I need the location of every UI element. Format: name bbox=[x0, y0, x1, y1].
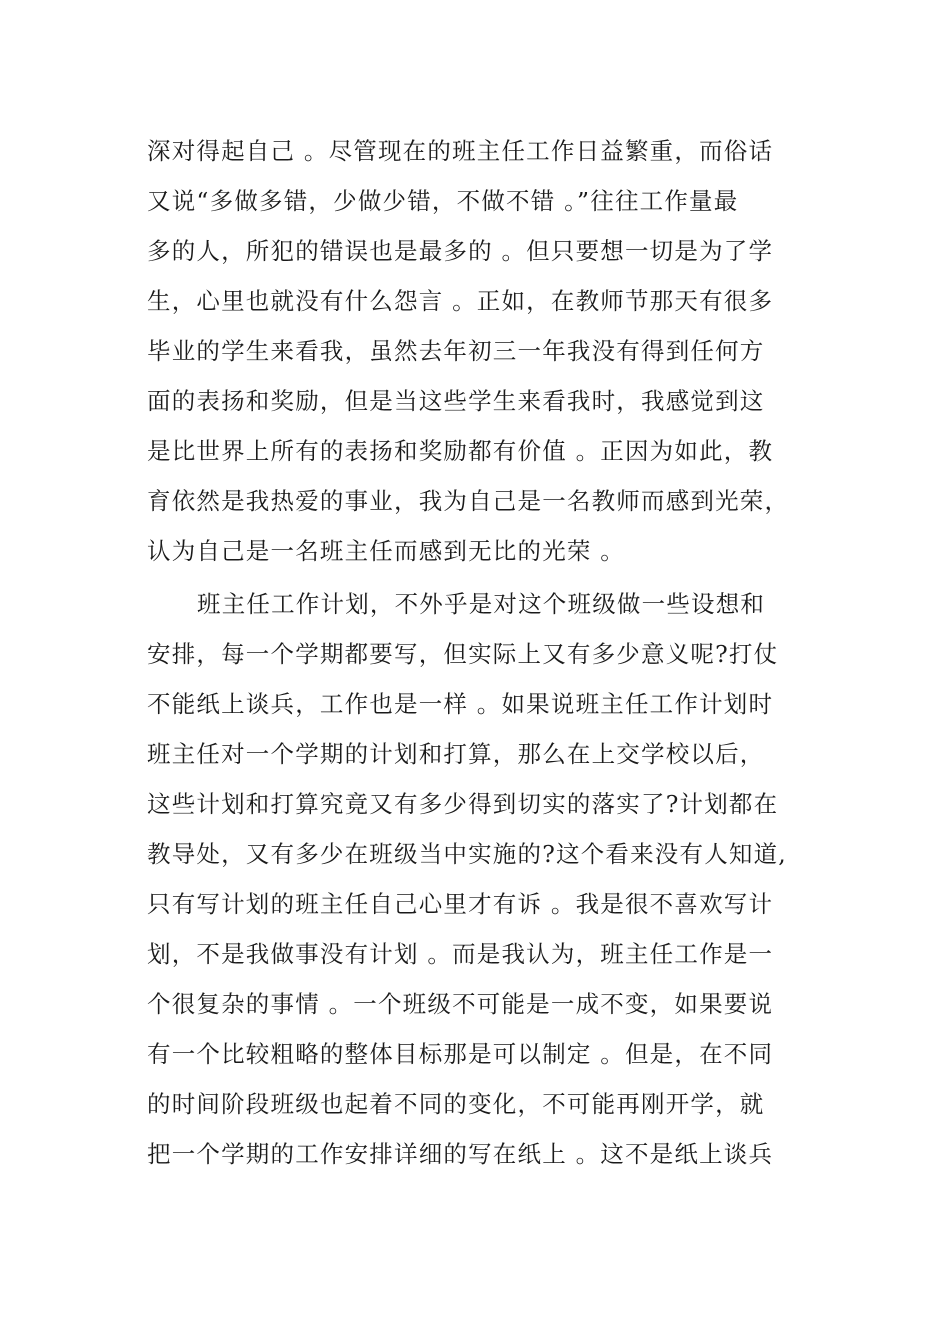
text-line: 生，心里也就没有什么怨言 。正如，在教师节那天有很多 bbox=[147, 287, 774, 315]
text-line: 个很复杂的事情 。一个班级不可能是一成不变，如果要说 bbox=[147, 990, 774, 1018]
text-line: 安排，每一个学期都要写，但实际上又有多少意义呢?打仗 bbox=[147, 640, 779, 668]
text-line: 育依然是我热爱的事业，我为自己是一名教师而感到光荣， bbox=[147, 487, 790, 515]
text-line: 这些计划和打算究竟又有多少得到切实的落实了?计划都在 bbox=[147, 790, 779, 818]
text-line: 的时间阶段班级也起着不同的变化，不可能再刚开学，就 bbox=[147, 1090, 765, 1118]
text-line: 划，不是我做事没有计划 。而是我认为，班主任工作是一 bbox=[147, 940, 774, 968]
text-line: 面的表扬和奖励，但是当这些学生来看我时，我感觉到这 bbox=[147, 387, 765, 415]
text-line: 班主任对一个学期的计划和打算，那么在上交学校以后， bbox=[147, 740, 765, 768]
text-line: 把一个学期的工作安排详细的写在纸上 。这不是纸上谈兵 bbox=[147, 1140, 774, 1168]
text-line: 多的人，所犯的错误也是最多的 。但只要想一切是为了学 bbox=[147, 237, 774, 265]
text-line: 深对得起自己 。尽管现在的班主任工作日益繁重，而俗话 bbox=[147, 137, 774, 165]
text-line: 不能纸上谈兵，工作也是一样 。如果说班主任工作计划时 bbox=[147, 690, 774, 718]
text-line: 毕业的学生来看我，虽然去年初三一年我没有得到任何方 bbox=[147, 337, 765, 365]
text-line: 有一个比较粗略的整体目标那是可以制定 。但是，在不同 bbox=[147, 1040, 774, 1068]
text-line: 是比世界上所有的表扬和奖励都有价值 。正因为如此，教 bbox=[147, 437, 774, 465]
text-line: 又说“多做多错，少做少错，不做不错 。”往往工作量最 bbox=[147, 187, 739, 215]
text-line: 只有写计划的班主任自己心里才有诉 。我是很不喜欢写计 bbox=[147, 890, 774, 918]
text-line: 认为自己是一名班主任而感到无比的光荣 。 bbox=[147, 537, 625, 565]
text-line: 教导处，又有多少在班级当中实施的?这个看来没有人知道, bbox=[147, 840, 787, 868]
text-line: 班主任工作计划，不外乎是对这个班级做一些设想和 bbox=[197, 590, 766, 618]
